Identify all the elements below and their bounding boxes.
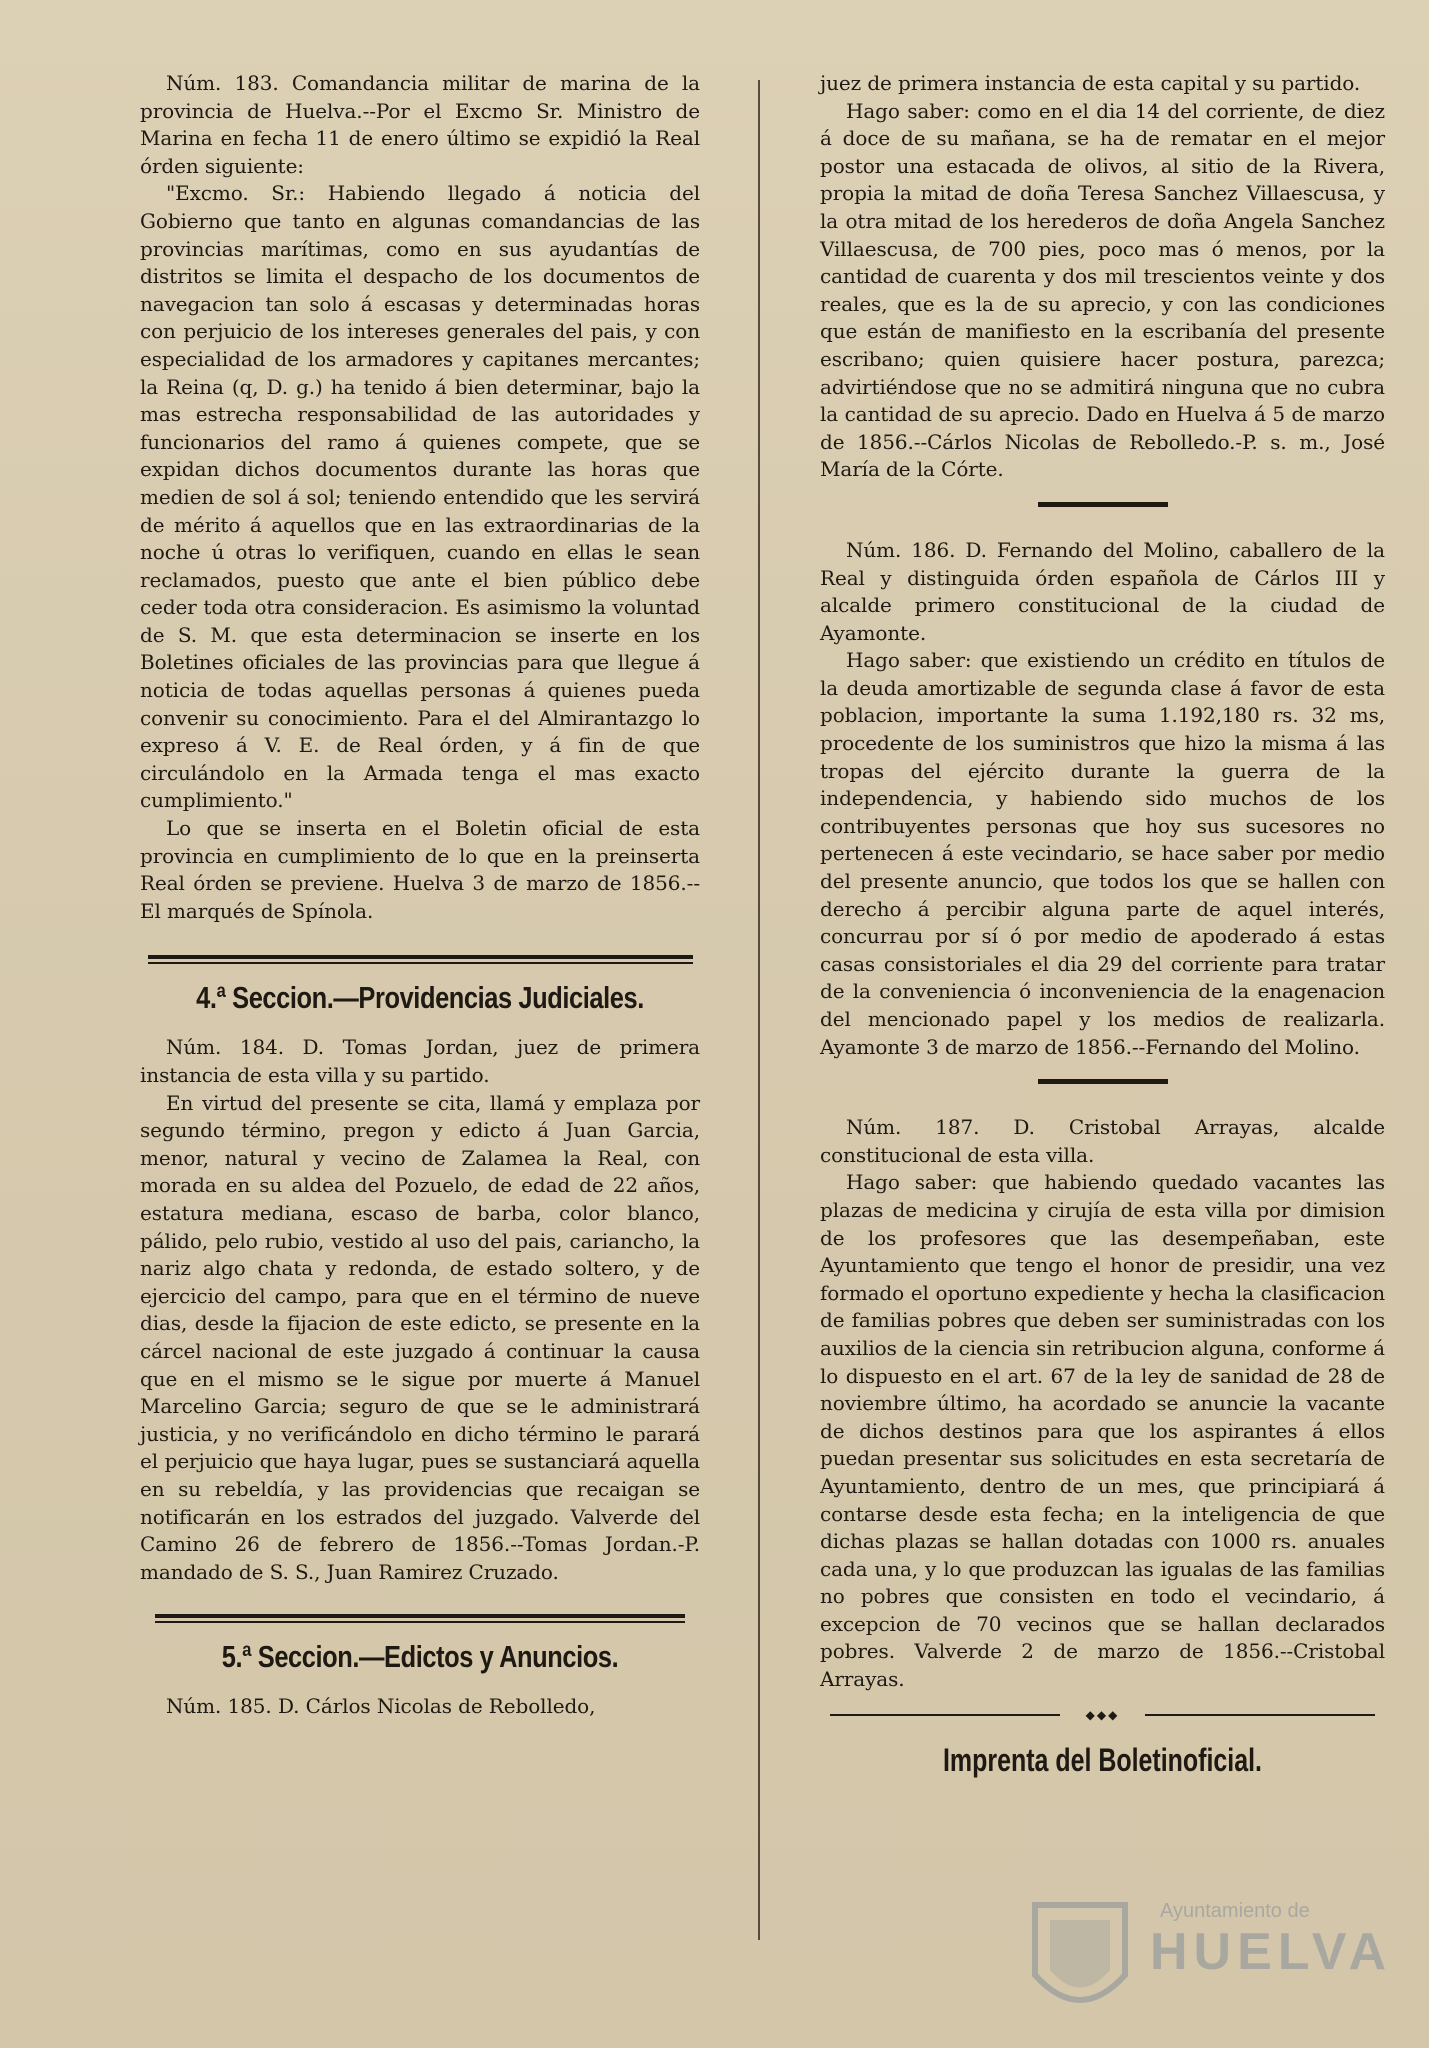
notice-186-body: Hago saber: que existiendo un crédito en títulos de la deuda amortizable de segunda clase á favor de esta poblacion, importante la suma 1.192,180 rs. 32 ms, procedente de los suministros que hizo la misma á las tropas del ejército durante la guerra de la independencia, y habiendo sido muchos de los contribuyentes personas que hoy sus sucesores no pertenecen á este vecindario, se hace saber por medio del presente anuncio, que todos los que se hallen con derecho á percibir alguna parte de aquel interés, concurrau por sí ó por medio de apoderado á estas casas consistoriales el dia 29 del corriente para tratar de la conveniencia ó inconveniencia de la enagenacion del mencionado papel y los medios de realizarla. Ayamonte 3 de marzo de 1856.--Fernando del Molino.	[820, 648, 1385, 1059]
footer-ornament: ◆◆◆	[820, 1708, 1385, 1722]
section-rule	[148, 955, 693, 964]
section-4-title: 4.ª Seccion.—Providencias Judiciales.	[196, 980, 644, 1016]
coat-of-arms-icon	[1020, 1885, 1140, 2035]
watermark-line1: Ayuntamiento de	[1160, 1900, 1310, 1922]
notice-183-closing: Lo que se inserta en el Boletin oficial de esta provincia en cumplimiento de lo que en la preinserta Real órden se previene. Huelva 3 de marzo de 1856.--El marqués de Spínola.	[140, 816, 700, 923]
notice-183-body: "Excmo. Sr.: Habiendo llegado á noticia del Gobierno que tanto en algunas comandancias de las provincias marítimas, como en sus ayudantías de distritos se limita el despacho de los documentos de navegacion tan solo á escasas y determinadas horas con perjuicio de los intereses generales del pais, y con especialidad de los armadores y capitanes mercantes; la Reina (q, D. g.) ha tenido á bien determinar, bajo la mas estrecha responsabilidad de las autoridades y funcionarios del ramo á quienes compete, que se expidan dichos documentos durante las horas que medien de sol á sol; teniendo entendido que les servirá de mérito á aquellos que en las extraordinarias de la noche ú otras lo verifiquen, cuando en ellas le sean reclamados, puesto que ante el bien público debe ceder toda otra consideracion. Es asimismo la voluntad de S. M. que esta determinacion se inserte en los Boletines oficiales de las provincias para que llegue á noticia de todas aquellas personas á quienes pueda convenir su conocimiento. Para el del Almirantazgo lo expreso á V. E. de Real órden, y á fin de que circulándolo en la Armada tenga el mas exacto cumplimiento."	[140, 181, 700, 813]
right-column	[820, 70, 1385, 1779]
notice-185-continued	[820, 70, 1385, 484]
notice-187-body: Hago saber: que habiendo quedado vacantes las plazas de medicina y cirujía de esta villa por dimision de los profesores que las desempeñaban, este Ayuntamiento que tengo el honor de presidir, una vez formado el oportuno expediente y hecha la clasificacion de familias pobres que deben ser suministradas con los auxilios de la ciencia sin retribucion alguna, conforme á lo dispuesto en el art. 67 de la ley de sanidad de 28 de noviembre último, ha acordado se anuncie la vacante de dichos destinos para que los aspirantes á ellos puedan presentar sus solicitudes en esta secretaría de Ayuntamiento, dentro de un mes, que principiará á contarse desde esta fecha; en la inteligencia de que dichas plazas se hallan dotadas con 1000 rs. anuales cada una, y lo que produzcan las igualas de las familias no pobres que consisten en todo el vecindario, á excepcion de 70 vecinos que se hallan declarados pobres. Valverde 2 de marzo de 1856.--Cristobal Arrayas.	[820, 1170, 1385, 1692]
section-rule	[155, 1614, 685, 1623]
left-column	[140, 70, 700, 1721]
notice-183-heading: Núm. 183. Comandancia militar de marina de la provincia de Huelva.--Por el Excmo Sr. Ministro de Marina en fecha 11 de enero último se expidió la Real órden siguiente:	[140, 71, 700, 178]
notice-186-heading: Núm. 186. D. Fernando del Molino, caballero de la Real y distinguida órden española de Cárlos III y alcalde primero constitucional de la ciudad de Ayamonte.	[820, 537, 1385, 645]
column-divider	[758, 80, 760, 1940]
notice-184	[140, 1034, 700, 1586]
notice-184-body: En virtud del presente se cita, llamá y emplaza por segundo término, pregon y edicto á Juan Garcia, menor, natural y vecino de Zalamea la Real, con morada en su aldea del Pozuelo, de edad de 22 años, estatura mediana, escaso de barba, color blanco, pálido, pelo rubio, vestido al uso del pais, carianchо, la nariz algo chata y redonda, de estado soltero, y de ejercicio del campo, para que en el término de nueve dias, desde la fijacion de este edicto, se presente en la cárcel nacional de este juzgado á continuar la causa que en el mismo se le sigue por muerte á Manuel Marcelino Garcia; seguro de que se le administrará justicia, y no verificándolo en dicho término le parará el perjuicio que haya lugar, pues se sustanciará aquella en su rebeldía, y las providencias que recaigan se notificarán en los estrados del juzgado. Valverde del Camino 26 de febrero de 1856.--Tomas Jordan.-P. mandado de S. S., Juan Ramirez Cruzado.	[140, 1090, 700, 1584]
notice-185-body: Hago saber: como en el dia 14 del corriente, de diez á doce de su mañana, se ha de rematar en el mejor postor una estacada de olivos, al sitio de la Rivera, propia la mitad de doña Teresa Sanchez Villaescusa, y la otra mitad de los herederos de doña Angela Sanchez Villaescusa, de 700 pies, poco mas ó menos, por la cantidad de cuarenta y dos mil trescientos veinte y dos reales, que es la de su aprecio, y con las condiciones que están de manifiesto en la escribanía del presente escribano; quien quisiere hacer postura, parezca; advirtiéndose que no se admitirá ninguna que no cubra la cantidad de su aprecio. Dado en Huelva á 5 de marzo de 1856.--Cárlos Nicolas de Rebolledo.-P. s. m., José María de la Córte.	[820, 98, 1385, 482]
printer-imprint: Imprenta del Boletinoficial.	[943, 1741, 1262, 1778]
notice-184-heading: Núm. 184. D. Tomas Jordan, juez de primera instancia de esta villa y su partido.	[140, 1035, 700, 1087]
section-5-title: 5.ª Seccion.—Edictos y Anuncios.	[221, 1639, 619, 1675]
notice-183	[140, 70, 700, 925]
archive-watermark	[1010, 1880, 1393, 2040]
notice-185-heading: Núm. 185. D. Cárlos Nicolas de Rebolledo,	[166, 1694, 596, 1719]
notice-187-heading: Núm. 187. D. Cristobal Arrayas, alcalde constitucional de esta villa.	[820, 1115, 1385, 1167]
notice-185-intro: juez de primera instancia de esta capital y su partido.	[820, 71, 1361, 95]
notice-separator	[1038, 502, 1168, 507]
watermark-line2: HUELVA	[1150, 1923, 1393, 1981]
notice-separator	[1038, 1079, 1168, 1084]
notice-186	[820, 537, 1385, 1061]
notice-187	[820, 1114, 1385, 1693]
